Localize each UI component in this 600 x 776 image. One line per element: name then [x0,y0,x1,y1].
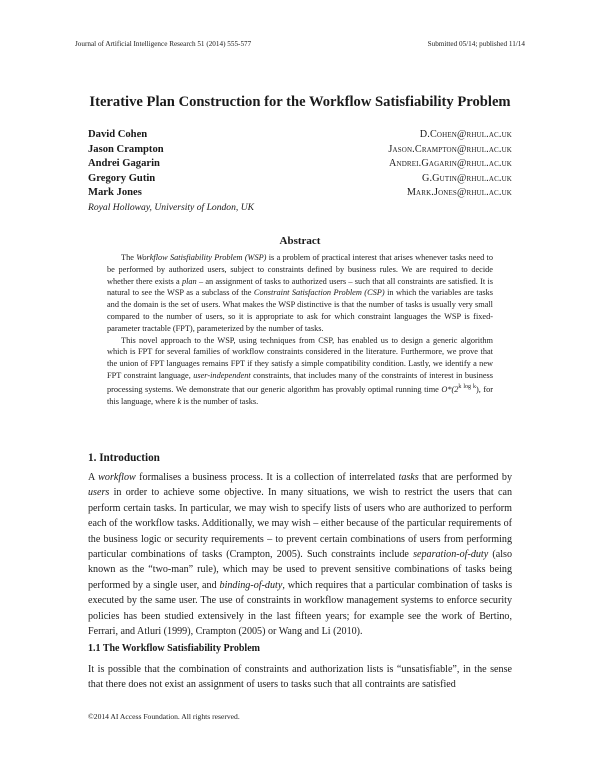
formula-close: ) [475,384,479,394]
term-separation-of-duty: separation-of-duty [413,549,489,561]
author-email: Mark.Jones@rhul.ac.uk [406,187,512,199]
abstract-paragraph-2 [107,335,493,408]
copyright-notice: ©2014 AI Access Foundation. All rights reserved. [88,712,240,721]
author-block [88,128,512,213]
term-plan: plan [181,276,197,286]
author-name: Andrei Gagarin [88,158,160,170]
paper-title: Iterative Plan Construction for the Workflow Satisfiability Problem [89,94,511,110]
text-run: (also known as the “two-man” rule), which may be used to prevent sensitive combinations of tasks being performed by a single user, and [88,549,512,591]
text-run: A [88,472,99,483]
author-email: D.Cohen@rhul.ac.uk [419,129,512,140]
running-head [75,40,525,48]
formula-exponent: k log k [458,383,476,390]
term-tasks: tasks [398,472,419,483]
var-k: k [177,396,182,406]
term-binding-of-duty: binding-of-duty [219,579,283,591]
author-email: Jason.Crampton@rhul.ac.uk [388,143,512,155]
abstract-paragraph-1 [107,252,493,335]
intro-paragraph [88,470,512,639]
term-workflow: workflow [98,472,136,483]
term-users: users [88,487,110,499]
journal-citation: Journal of Artificial Intelligence Research 51 (2014) 555-577 [75,40,252,48]
term-csp: Constraint Satisfaction Problem (CSP) [253,288,385,298]
abstract-heading: Abstract [279,235,321,247]
affiliation: Royal Holloway, University of London, UK [88,201,255,213]
term-wsp: Workflow Satisfiability Problem (WSP) [136,253,267,262]
subsection-body [88,662,512,693]
author-row [88,157,512,172]
author-name: Gregory Gutin [88,172,156,184]
text-run: constraints, that includes many of the constraints of interest in business processing systems. We demonstrate that our generic algorithm has provably optimal running time [107,370,494,394]
subsection-paragraph: It is possible that the combination of constraints and authorization lists is “unsatisfiable”, in the sense that there does not exist an assignment of users to tasks such that all contraints are satisfied [88,664,512,691]
author-email: Andrei.Gagarin@rhul.ac.uk [389,158,512,170]
text-run: , for this language, where [107,384,493,406]
text-run: in order to achieve some objective. In many situations, we wish to restrict the users that can perform certain tasks. In particular, we may wish to specify lists of users who are authorized to perform each of the workflow tasks. Additionally, we may wish – either because of the particular requirements of the business logic or security requirements – to prevent certain combinations of users from performing particular combinations of tasks (Crampton, 2005). Such constraints include [88,487,512,561]
text-run: is a problem of practical interest that arises whenever tasks need to be performed by authorized users, subject to constraints defined by business rules. We are required to decide whether there exists a [107,253,494,286]
text-run: in which the variables are tasks and the domain is the set of users. What makes the WSP distinctive is that the number of tasks is usually very small compared to the number of users, so it is appropriate to ask for which constraint languages the WSP is fixed-parameter tractable (FPT), parameterized by the number of tasks. [107,288,494,333]
formula-base: O*(2 [441,384,459,394]
abstract-body [107,252,493,407]
section-heading-introduction: 1. Introduction [88,452,160,464]
author-row [88,172,512,187]
author-name: Mark Jones [88,187,142,199]
text-run: that are performed by [418,472,512,483]
author-name: David Cohen [88,129,148,140]
text-run: – an assignment of tasks to authorized users – such that all constraints are satisfied. It is natural to see the WSP as a subclass of the [107,276,493,298]
runtime-formula [441,385,478,394]
text-run: , which requires that a particular combination of tasks is executed by the same user. The use of constraints in workflow management systems to enforce security policies has been studied extensively in the last fifteen years; for example see the work of Bertino, Ferrari, and Atluri (1999), Crampton (2005) or Wang and Li (2010). [88,579,513,638]
term-user-independent: user-independent [193,370,251,380]
author-email: G.Gutin@rhul.ac.uk [421,172,512,184]
submission-dates: Submitted 05/14; published 11/14 [427,40,525,48]
text-run: is the number of tasks. [181,396,259,406]
author-row [88,186,512,201]
text-run: formalises a business process. It is a collection of interrelated [135,472,399,483]
text-run: This novel approach to the WSP, using techniques from CSP, has enabled us to design a generic algorithm which is FPT for several families of workflow constraints considered in the literature. Furthermore, we prove that the union of FPT languages remains FPT if they satisfy a simple compatibility condition. Lastly, we identify a new FPT constraint language, [107,335,493,380]
author-name: Jason Crampton [88,143,164,155]
introduction-body [88,470,512,639]
subsection-heading-wsp: 1.1 The Workflow Satisfiability Problem [88,643,260,654]
author-row [88,143,512,158]
author-row [88,128,512,143]
text-run: The [121,253,137,262]
